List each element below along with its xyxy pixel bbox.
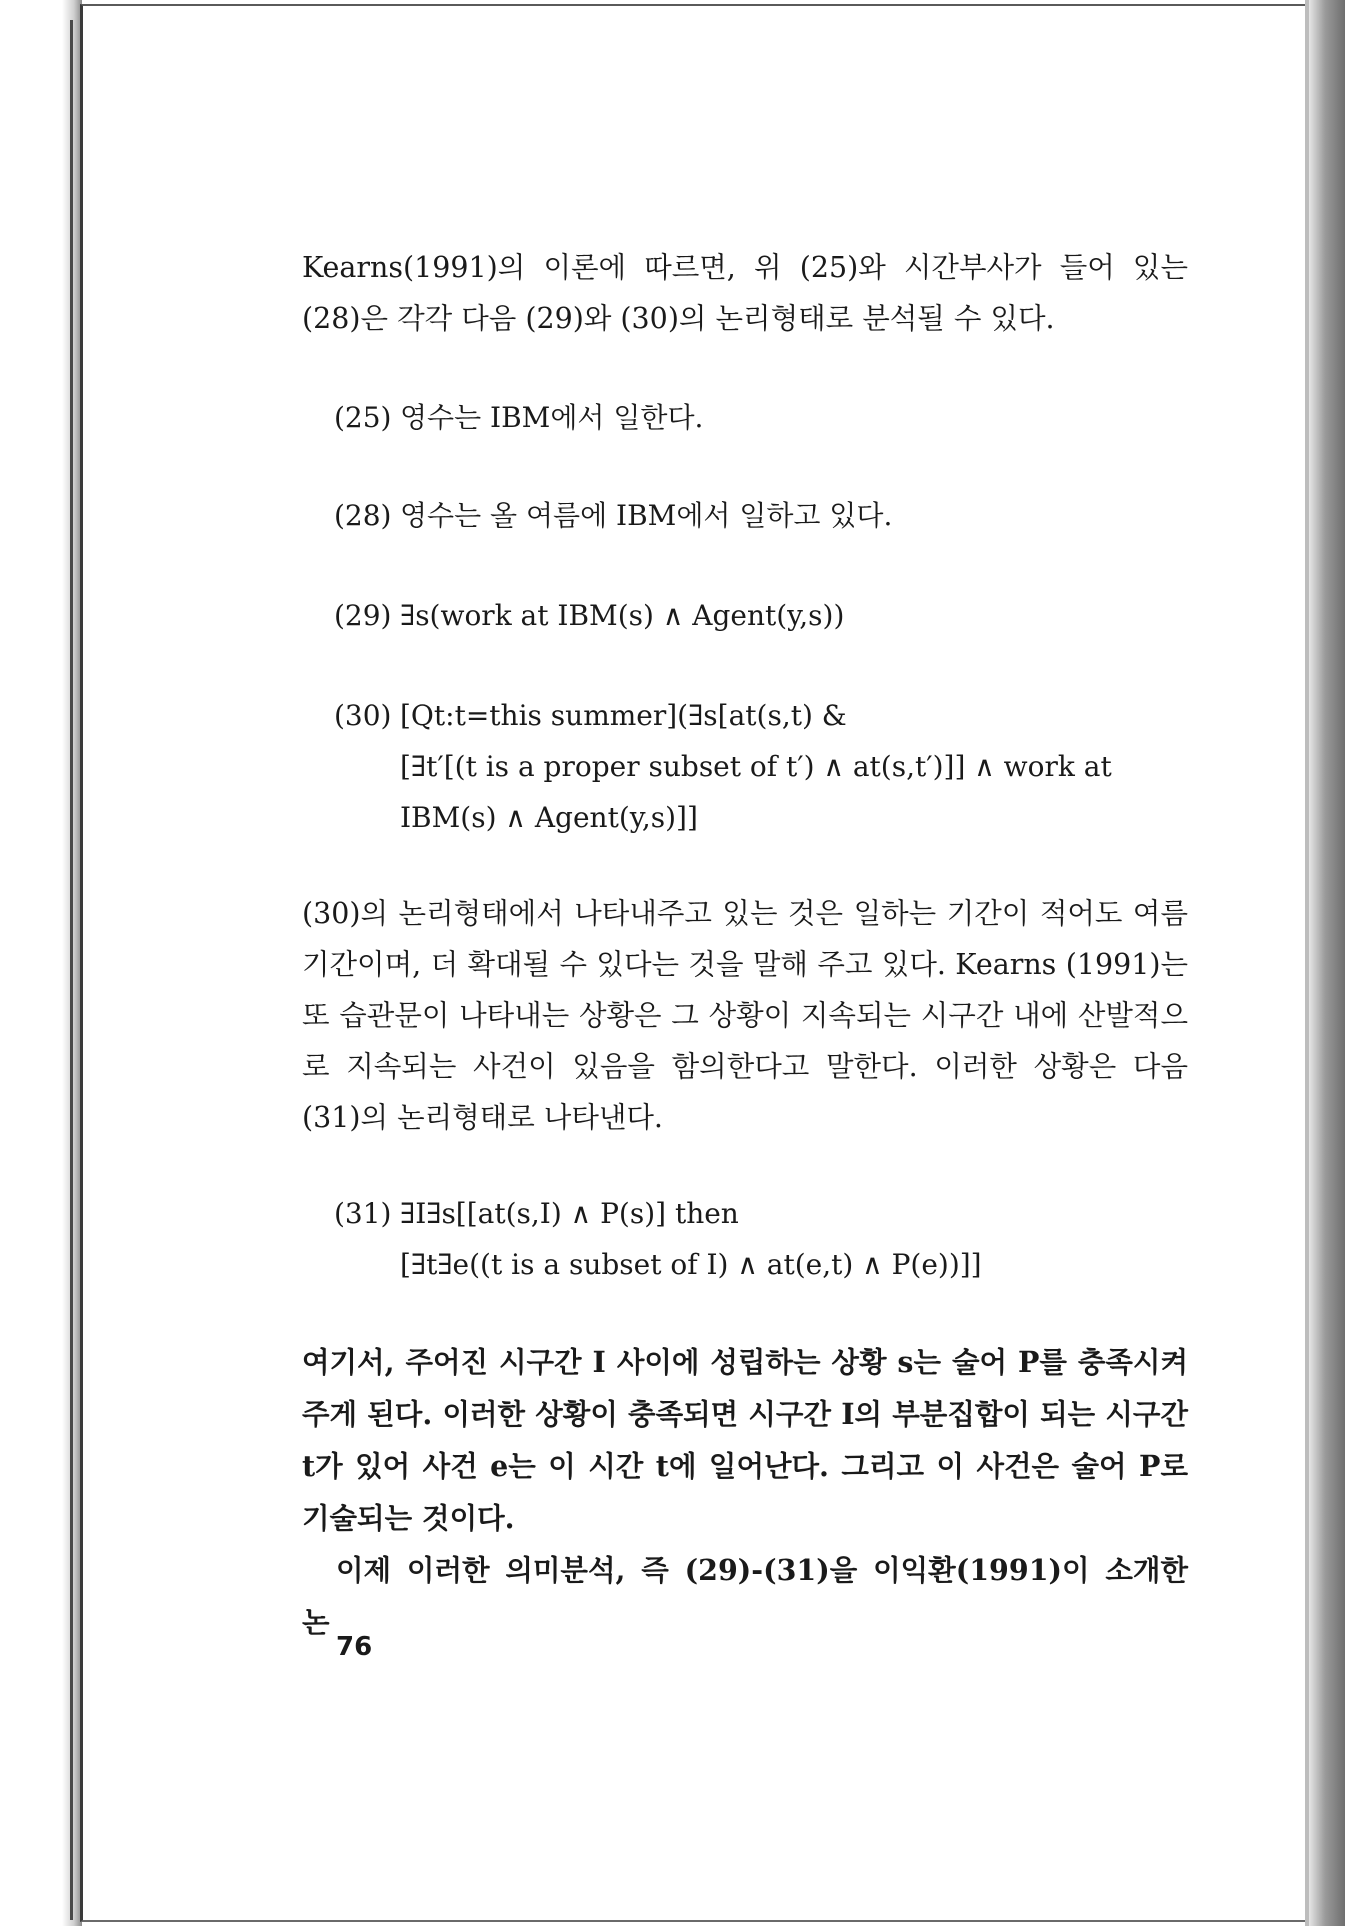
example-formula: ∃s(work at IBM(s) ∧ Agent(y,s)) (400, 599, 845, 632)
example-number: (28) (334, 499, 392, 532)
formula-line-2: [∃t′[(t is a proper subset of t′) ∧ at(s,t′)]] ∧ work at (400, 750, 1112, 783)
example-text: 영수는 올 여름에 IBM에서 일하고 있다. (400, 499, 893, 532)
example-31 (334, 1188, 1194, 1290)
example-29 (334, 590, 1194, 641)
example-number: (25) (334, 401, 392, 434)
formula-line-1: [Qt:t=this summer](∃s[at(s,t) & (400, 699, 847, 732)
example-number: (30) (334, 699, 392, 732)
paragraph-1: Kearns(1991)의 이론에 따르면, 위 (25)와 시간부사가 들어 있는 (28)은 각각 다음 (29)와 (30)의 논리형태로 분석될 수 있다. (302, 251, 1188, 335)
formula-line-2: [∃t∃e((t is a subset of I) ∧ at(e,t) ∧ P(e))]] (400, 1248, 982, 1281)
example-30 (334, 690, 1194, 843)
example-text: 영수는 IBM에서 일한다. (400, 401, 704, 434)
book-spine-edge (70, 20, 73, 1920)
paragraph-2: (30)의 논리형태에서 나타내주고 있는 것은 일하는 기간이 적어도 여름기간이며, 더 확대될 수 있다는 것을 말해 주고 있다. Kearns (1991)는 또 습관문이 나타내는 상황은 그 상황이 지속되는 시구간 내에 산발적으로 지속되는 사건이 있음을 함의한다고 말한다. 이러한 상황은 다음 (31)의 논리형태로 나타낸다. (302, 897, 1188, 1134)
example-number: (31) (334, 1197, 392, 1230)
example-number: (29) (334, 599, 392, 632)
page-edge-shadow (1309, 0, 1345, 1926)
formula-line-1: ∃I∃s[[at(s,I) ∧ P(s)] then (400, 1197, 739, 1230)
example-28 (334, 490, 1194, 541)
paragraph-4: 이제 이러한 의미분석, 즉 (29)-(31)을 이익환(1991)이 소개한 논 (302, 1553, 1188, 1639)
example-25 (334, 392, 1194, 443)
formula-line-3: IBM(s) ∧ Agent(y,s)]] (400, 801, 698, 834)
page-number: 76 (336, 1632, 373, 1662)
paragraph-3: 여기서, 주어진 시구간 I 사이에 성립하는 상황 s는 술어 P를 충족시켜 주게 된다. 이러한 상황이 충족되면 시구간 I의 부분집합이 되는 시구간 t가 있어 사건 e는 이 시간 t에 일어난다. 그리고 이 사건은 술어 P로 기술되는 것이다. (302, 1345, 1188, 1535)
